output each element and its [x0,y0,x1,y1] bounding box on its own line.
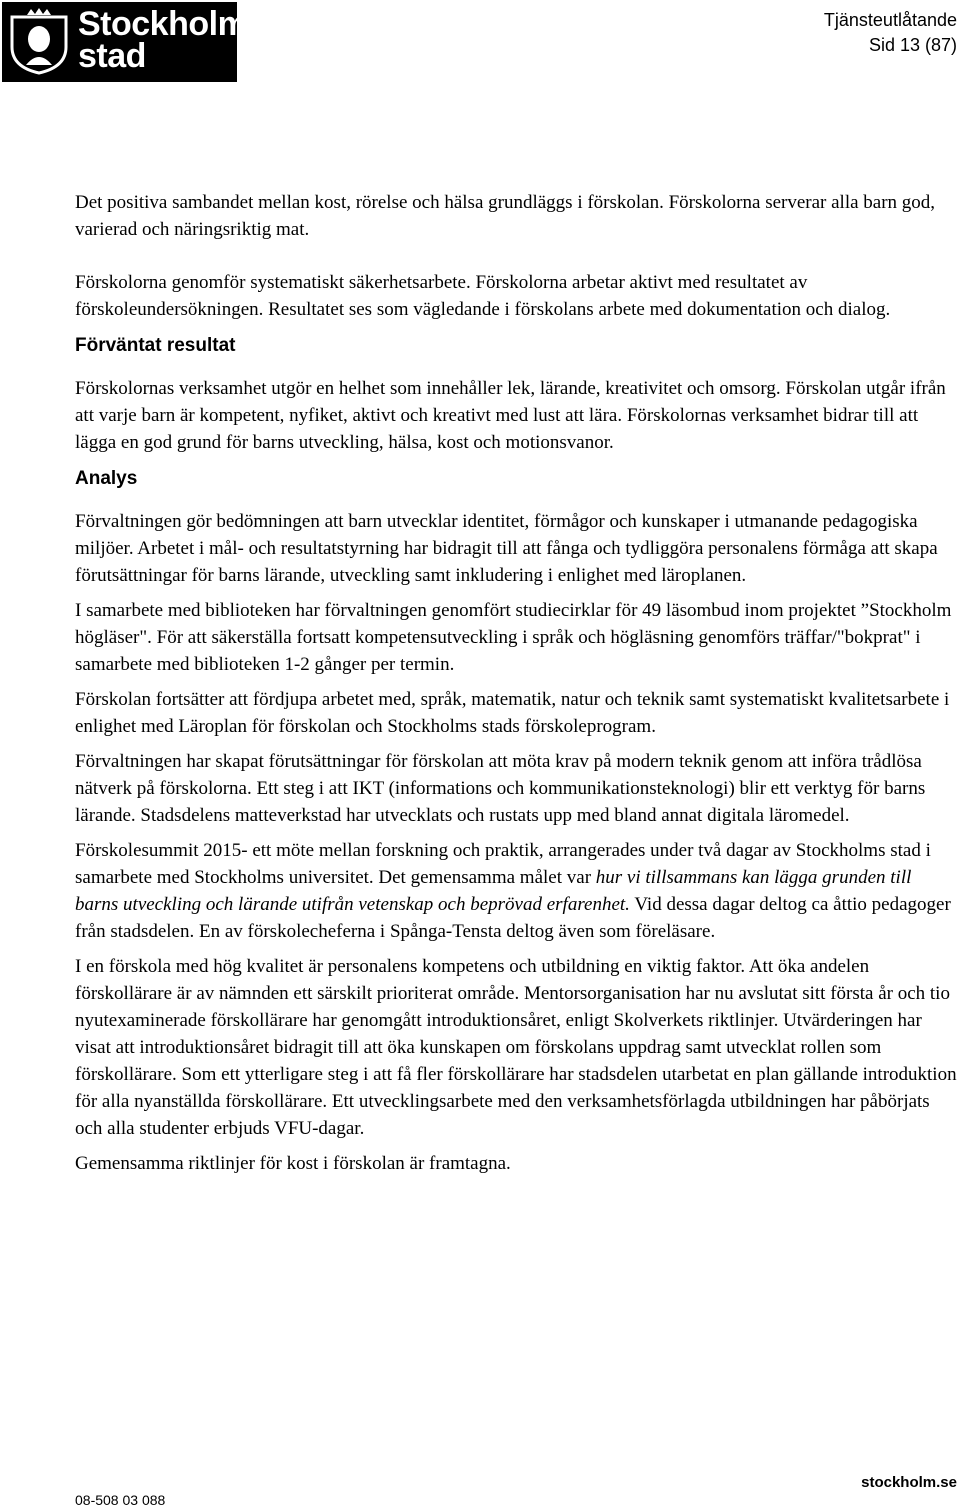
paragraph-bibliotek: I samarbete med biblioteken har förvaltningen genomfört studiecirklar för 49 läsombud inom projektet ”Stockholm högläser". För att säkerställa fortsatt kompetensutveckling i språk och högläsning genomförs träffar/"bokprat" i samarbete med biblioteken 1-2 gånger per termin. [75,600,952,675]
paragraph-teknik: Förvaltningen har skapat förutsättningar för förskolan att möta krav på modern teknik genom att införa trådlösa nätverk på förskolorna. Ett steg i att IKT (informations och kommunikationsteknologi) blir ett verktyg för barns lärande. Stadsdelens matteverkstad har utvecklats och rustats upp med bland annat digitala läromedel. [75,751,926,826]
summit-text-1: Förskolesummit 2015- ett möte mellan forskning och praktik, arrangerades under två dagar av Stockholms stad i samarbete med Stockholms universitet. Det gemensamma målet var [75,840,931,888]
footer-phone: 08-508 03 088 [75,1492,166,1508]
paragraph-kost: Det positiva sambandet mellan kost, rörelse och hälsa grundläggs i förskolan. Förskolorna serverar alla barn god, varierad och näringsriktig mat. [75,192,936,240]
paragraph-riktlinjer: Gemensamma riktlinjer för kost i förskolan är framtagna. [75,1153,511,1174]
paragraph-fordjupa: Förskolan fortsätter att fördjupa arbetet med, språk, matematik, natur och teknik samt systematiskt kvalitetsarbete i enlighet med Läroplan för förskolan och Stockholms stads förskoleprogram. [75,689,950,737]
summit-text-2: Vid dessa dagar deltog ca åttio pedagoger från stadsdelen. En av förskolecheferna i Spånga-Tensta deltog även som föreläsare. [75,894,951,942]
stockholms-stad-logo [2,2,266,82]
summit-quote: hur vi tillsammans kan lägga grunden till barns utveckling och lärande utifrån vetenskap och beprövad erfarenhet. [75,867,912,915]
paragraph-analys-1: Förvaltningen gör bedömningen att barn utvecklar identitet, förmågor och kunskaper i utmanande pedagogiska miljöer. Arbetet i mål- och resultatstyrning har bidragit till att fånga och tydliggöra personalens förmåga att skapa förutsättningar för barns lärande, utveckling samt inkludering i enlighet med läroplanen. [75,511,938,586]
paragraph-kompetens: I en förskola med hög kvalitet är personalens kompetens och utbildning en viktig faktor. Att öka andelen förskollärare är av nämnden ett särskilt prioriterat område. Mentorsorganisation har nu avslutat sitt första år och tio nyutexaminerade förskollärare har genomgått introduktionsåret, enligt Skolverkets riktlinjer. Utvärderingen har visat att introduktionsåret bidragit till att öka kunskapen om förskolans uppdrag samt utvecklat rollen som förskollärare. Som ett ytterligare steg i att få fler förskollärare har stadsdelen utarbetat en plan gällande introduktion för alla nyanställda förskollärare. Ett utvecklingsarbete med den verksamhetsförlagda utbildningen har påbörjats och alla studenter erbjuds VFU-dagar. [75,956,957,1139]
paragraph-forskolesummit [75,837,958,945]
logo-wordmark [78,5,266,75]
paragraph-forvantat: Förskolornas verksamhet utgör en helhet som innehåller lek, lärande, kreativitet och omsorg. Förskolan utgår ifrån att varje barn är kompetent, nyfiket, aktivt och kreativt med lust att lära. Förskolornas verksamhet bidrar till att lägga en god grund för barns utveckling, hälsa, kost och motionsvanor. [75,378,946,453]
document-type: Tjänsteutlåtande [823,10,957,30]
logo-line-2: stad [78,37,146,75]
heading-forvantat-resultat: Förväntat resultat [75,335,236,356]
logo-line-1: Stockholms [78,5,266,43]
paragraph-sakerhet: Förskolorna genomför systematiskt säkerhetsarbete. Förskolorna arbetar aktivt med resultatet av förskoleundersökningen. Resultatet ses som vägledande i förskolans arbete med dokumentation och dialog. [75,272,891,320]
page-number: Sid 13 (87) [868,35,957,55]
document-body [75,189,958,1177]
document-header-info [824,8,957,58]
city-crest-icon [8,7,70,75]
footer-website: stockholm.se [861,1474,957,1491]
heading-analys: Analys [75,468,138,489]
